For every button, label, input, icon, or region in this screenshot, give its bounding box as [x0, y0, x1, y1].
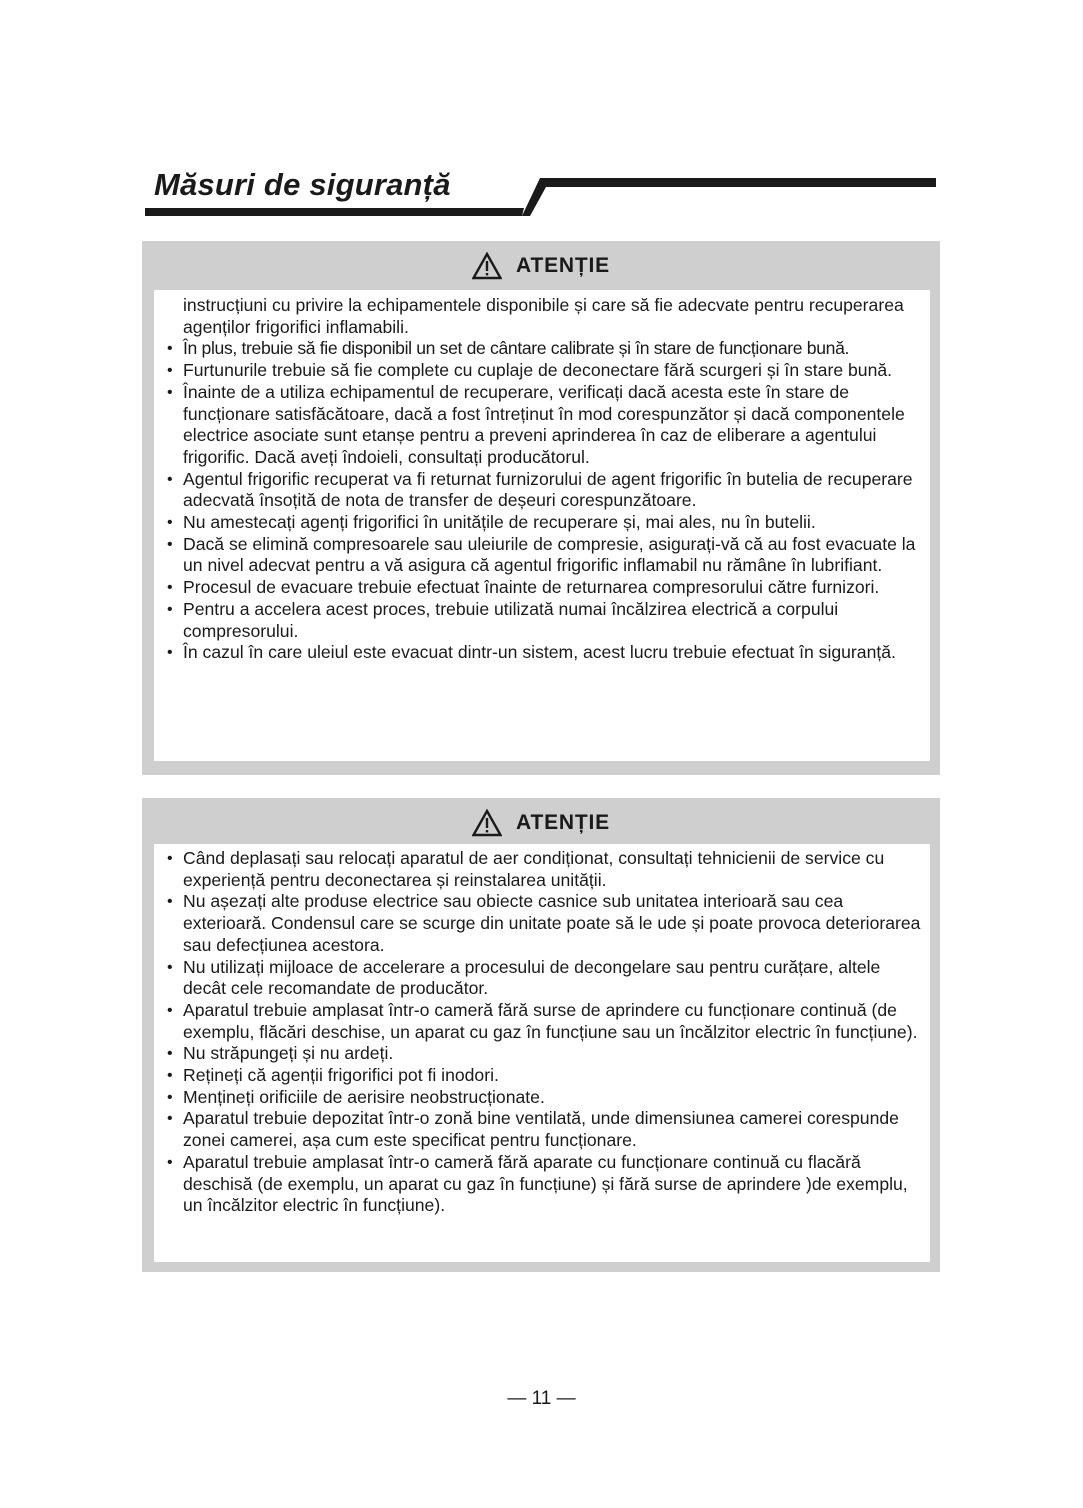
list-item: • Nu utilizați mijloace de accelerare a procesului de decongelare sau pentru curățare, altele decât cele recomandate de producător.	[154, 957, 926, 1000]
warning-header	[142, 241, 940, 291]
warning-box	[142, 241, 940, 775]
list-item: instrucțiuni cu privire la echipamentele disponibile și care să fie adecvate pentru recuperarea agenților frigorifici inflamabili.	[183, 295, 904, 337]
list-item: • Înainte de a utiliza echipamentul de recuperare, verificați dacă acesta este în stare de funcționare satisfăcătoare, dacă a fost întreținut în mod corespunzător și dacă componentele electrice asociate sunt etanșe pentru a preveni aprinderea în caz de eliberare a agentului frigorific. Dacă aveți îndoieli, consultați producătorul.	[154, 382, 926, 469]
warning-triangle-icon	[472, 809, 502, 837]
list-item: • Pentru a accelera acest proces, trebuie utilizată numai încălzirea electrică a corpului compresorului.	[154, 599, 926, 642]
warning-header	[142, 798, 940, 848]
list-item: • Aparatul trebuie amplasat într-o cameră fără surse de aprindere cu funcționare continuă (de exemplu, flăcări deschise, un aparat cu gaz în funcțiune sau un încălzitor electric în funcțiune).	[154, 1000, 926, 1043]
list-item: • Agentul frigorific recuperat va fi returnat furnizorului de agent frigorific în butelia de recuperare adecvată însoțită de nota de transfer de deșeuri corespunzătoare.	[154, 469, 926, 512]
list-item: • Nu așezați alte produse electrice sau obiecte casnice sub unitatea interioară sau cea exterioară. Condensul care se scurge din unitate poate să le ude și poate provoca deteriorarea sau defecțiunea acestora.	[154, 891, 926, 956]
page-number: — 11 —	[507, 1388, 576, 1409]
warning-box	[142, 798, 940, 1272]
list-item: • Nu străpungeți și nu ardeți.	[154, 1043, 926, 1065]
list-item: • În cazul în care uleiul este evacuat dintr-un sistem, acest lucru trebuie efectuat în siguranță.	[154, 642, 926, 664]
list-item: • În plus, trebuie să fie disponibil un set de cântare calibrate și în stare de funcționare bună.	[154, 338, 926, 360]
warning-triangle-icon	[472, 252, 502, 280]
list-item: • Nu amestecați agenți frigorifici în unitățile de recuperare și, mai ales, nu în butelii.	[154, 512, 926, 534]
warning-text-area	[154, 844, 930, 1262]
list-item: • Rețineți că agenții frigorifici pot fi inodori.	[154, 1065, 926, 1087]
list-item: • Aparatul trebuie depozitat într-o zonă bine ventilată, unde dimensiunea camerei corespunde zonei camerei, așa cum este specificat pentru funcționare.	[154, 1108, 926, 1151]
warning-title: ATENȚIE	[516, 811, 610, 834]
list-item: • Aparatul trebuie amplasat într-o cameră fără aparate cu funcționare continuă cu flacără deschisă (de exemplu, un aparat cu gaz în funcțiune) și fără surse de aprindere )de exemplu, un încălzitor electric în funcțiune).	[154, 1152, 926, 1217]
title-underline-rule	[0, 0, 1083, 240]
list-item: • Mențineți orificiile de aerisire neobstrucționate.	[154, 1087, 926, 1109]
list-item: • Dacă se elimină compresoarele sau uleiurile de compresie, asigurați-vă că au fost evacuate la un nivel adecvat pentru a vă asigura că agentul frigorific inflamabil nu rămâne în lubrifiant.	[154, 534, 926, 577]
list-item: • Furtunurile trebuie să fie complete cu cuplaje de deconectare fără scurgeri și în stare bună.	[154, 360, 926, 382]
page-header	[0, 0, 1083, 240]
list-item: • Când deplasați sau relocați aparatul de aer condiționat, consultați tehnicienii de service cu experiență pentru deconectarea și reinstalarea unității.	[154, 848, 926, 891]
warning-text-area	[154, 290, 930, 761]
page-title: Măsuri de siguranță	[154, 167, 451, 202]
list-item: • Procesul de evacuare trebuie efectuat înainte de returnarea compresorului către furnizori.	[154, 577, 926, 599]
warning-title: ATENȚIE	[516, 254, 610, 277]
